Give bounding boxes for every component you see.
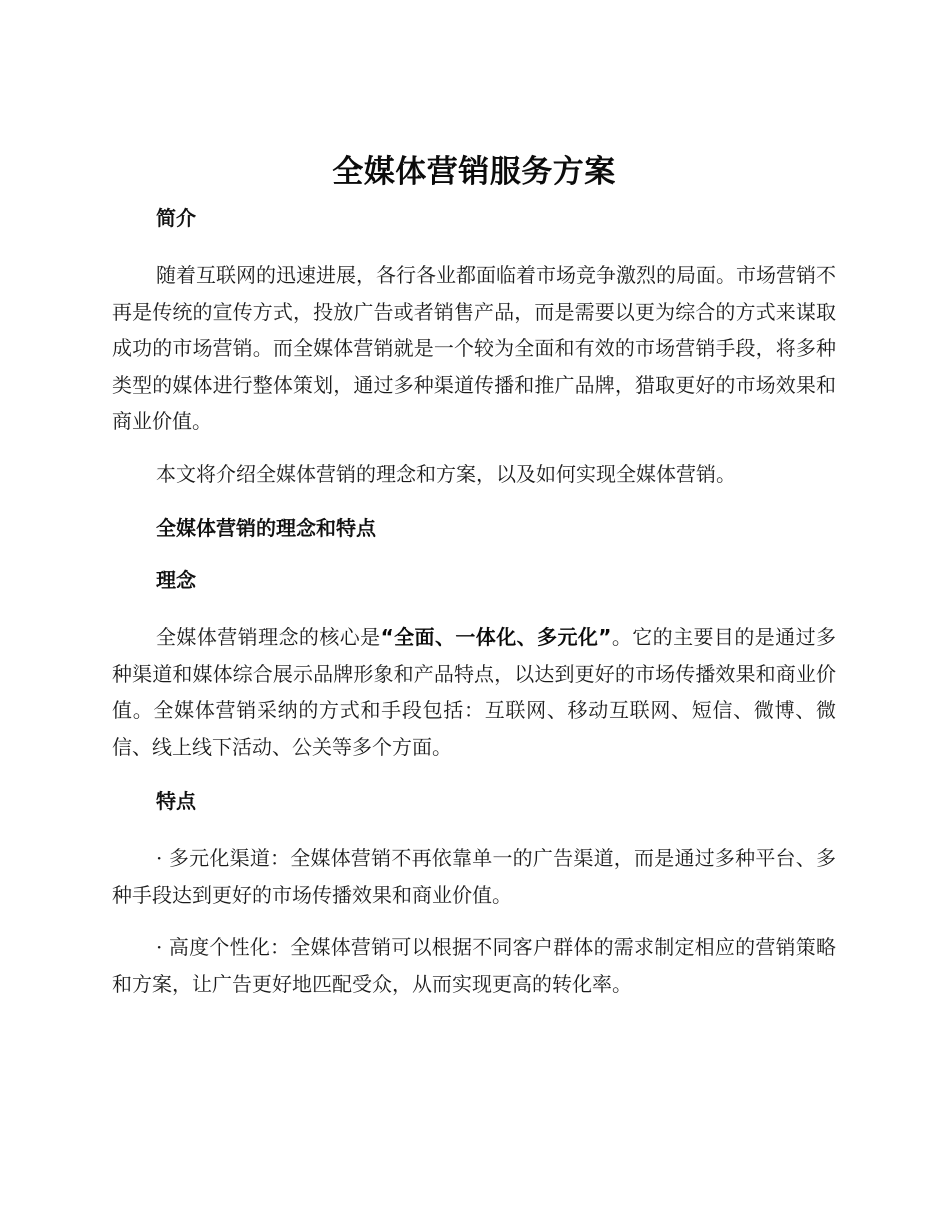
paragraph-intro-1: 随着互联网的迅速进展，各行各业都面临着市场竞争激烈的局面。市场营销不再是传统的宣传方式，投放广告或者销售产品，而是需要以更为综合的方式来谋取成功的市场营销。而全媒体营销就是一个较为全面和有效的市场营销手段，将多种类型的媒体进行整体策划，通过多种渠道传播和推广品牌，猎取更好的市场效果和商业价值。 bbox=[112, 263, 836, 433]
paragraph-intro-2: 本文将介绍全媒体营销的理念和方案，以及如何实现全媒体营销。 bbox=[156, 461, 736, 486]
feature-item-2: · 高度个性化：全媒体营销可以根据不同客户群体的需求制定相应的营销策略和方案，让广告更好地匹配受众，从而实现更高的转化率。 bbox=[112, 935, 836, 996]
spacer bbox=[112, 596, 836, 619]
spacer bbox=[112, 544, 836, 564]
feature-item-1: · 多元化渠道：全媒体营销不再依靠单一的广告渠道，而是通过多种平台、多种手段达到更好的市场传播效果和商业价值。 bbox=[112, 846, 836, 907]
subsection-heading-idea: 理念 bbox=[156, 568, 196, 592]
spacer bbox=[112, 234, 836, 257]
idea-text-after: 。它的主要目的是通过多种渠道和媒体综合展示品牌形象和产品特点，以达到更好的市场传播效果和商业价值。全媒体营销采纳的方式和手段包括：互联网、移动互联网、短信、微博、微信、线上线下活动、公关等多个方面。 bbox=[112, 625, 837, 759]
spacer bbox=[112, 913, 836, 929]
spacer bbox=[112, 817, 836, 840]
document-title: 全媒体营销服务方案 bbox=[332, 154, 616, 190]
spacer bbox=[112, 492, 836, 512]
document-body bbox=[112, 148, 836, 1002]
spacer bbox=[112, 440, 836, 456]
idea-emphasis: “全面、一体化、多元化” bbox=[380, 625, 612, 649]
section-heading-intro: 简介 bbox=[156, 206, 196, 230]
paragraph-idea bbox=[112, 619, 836, 765]
subsection-heading-features: 特点 bbox=[156, 789, 196, 813]
idea-text-before: 全媒体营销理念的核心是 bbox=[156, 625, 381, 649]
section-heading-concept: 全媒体营销的理念和特点 bbox=[156, 516, 376, 540]
spacer bbox=[112, 765, 836, 785]
